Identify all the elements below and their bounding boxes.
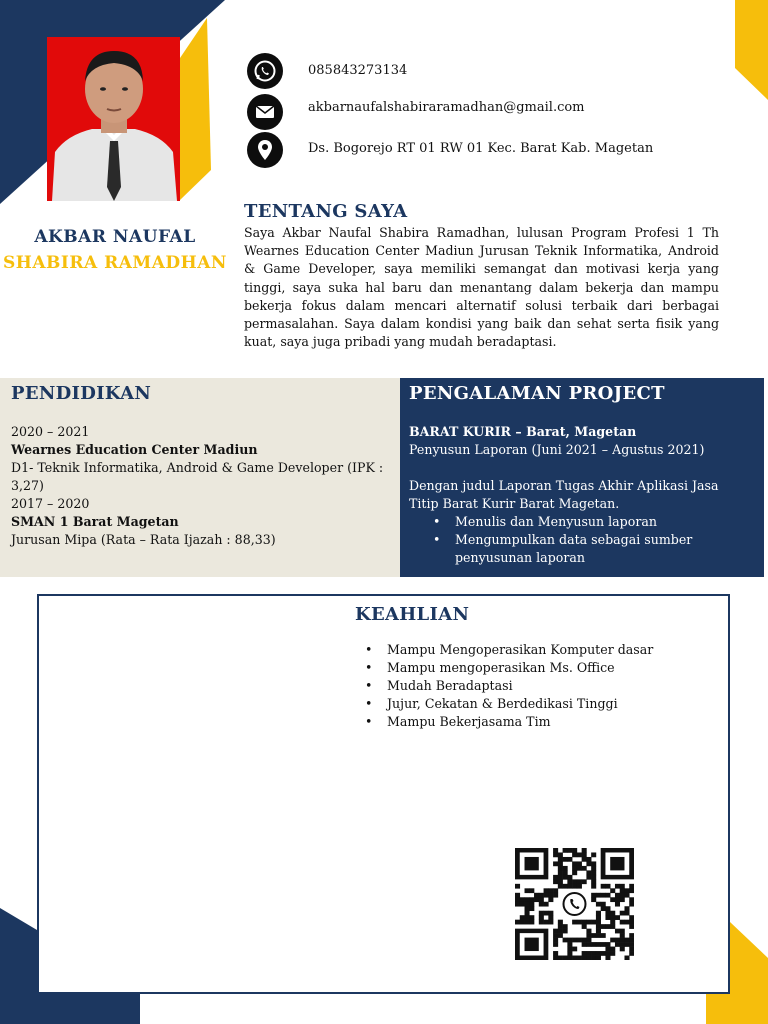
address: Ds. Bogorejo RT 01 RW 01 Kec. Barat Kab. Magetan (308, 141, 654, 156)
about-text: Saya Akbar Naufal Shabira Ramadhan, lulusan Program Profesi 1 Th Wearnes Education Center Madiun Jurusan Teknik Informatika, Android & Game Developer, saya memiliki semangat dan motivasi kerja yang tinggi, saya suka hal baru dan menantang dalam bekerja dan mampu bekerja fokus dalam mencari alternatif solusi terbaik dari berbagai permasalahan. Saya dalam kondisi yang baik dan sehat serta fisik yang kuat, saya juga pribadi yang mudah beradaptasi. (244, 225, 719, 350)
mail-icon (247, 94, 283, 130)
list-item: • Mengumpulkan data sebagai sumber penyusunan laporan (427, 531, 749, 567)
project-period: Penyusun Laporan (Juni 2021 – Agustus 2021) (409, 442, 705, 457)
education-school: SMAN 1 Barat Magetan (11, 514, 179, 529)
whatsapp-icon (247, 53, 283, 89)
profile-photo (47, 37, 180, 201)
last-name: SHABIRA RAMADHAN (3, 253, 227, 273)
education-detail: Jurusan Mipa (Rata – Rata Ijazah : 88,33) (11, 532, 276, 547)
education-years: 2020 – 2021 (11, 424, 90, 439)
skills-title: KEAHLIAN (355, 604, 470, 625)
education-entry (11, 495, 400, 549)
about-title: TENTANG SAYA (244, 201, 408, 222)
education-entry (11, 423, 400, 495)
project-description: Dengan judul Laporan Tugas Akhir Aplikasi Jasa Titip Barat Kurir Barat Magetan. (409, 478, 719, 511)
education-years: 2017 – 2020 (11, 496, 90, 511)
project-bullets (427, 513, 749, 567)
list-item: • Menulis dan Menyusun laporan (427, 513, 749, 531)
phone-number[interactable]: 085843273134 (308, 63, 408, 78)
list-item: • Mampu Bekerjasama Tim (359, 713, 689, 731)
skills-list (359, 641, 689, 731)
qr-code[interactable] (515, 848, 634, 960)
list-item: • Jujur, Cekatan & Berdedikasi Tinggi (359, 695, 689, 713)
project-entry (409, 423, 749, 567)
education-title: PENDIDIKAN (11, 383, 152, 404)
email-address[interactable]: akbarnaufalshabiraramadhan@gmail.com (308, 100, 585, 115)
first-name: AKBAR NAUFAL (34, 227, 196, 247)
education-detail: D1- Teknik Informatika, Android & Game Developer (IPK : 3,27) (11, 460, 384, 493)
location-pin-icon (247, 132, 283, 168)
project-name: BARAT KURIR – Barat, Magetan (409, 424, 637, 439)
list-item: • Mampu Mengoperasikan Komputer dasar (359, 641, 689, 659)
list-item: • Mampu mengoperasikan Ms. Office (359, 659, 689, 677)
project-title: PENGALAMAN PROJECT (409, 383, 665, 404)
education-school: Wearnes Education Center Madiun (11, 442, 258, 457)
list-item: • Mudah Beradaptasi (359, 677, 689, 695)
